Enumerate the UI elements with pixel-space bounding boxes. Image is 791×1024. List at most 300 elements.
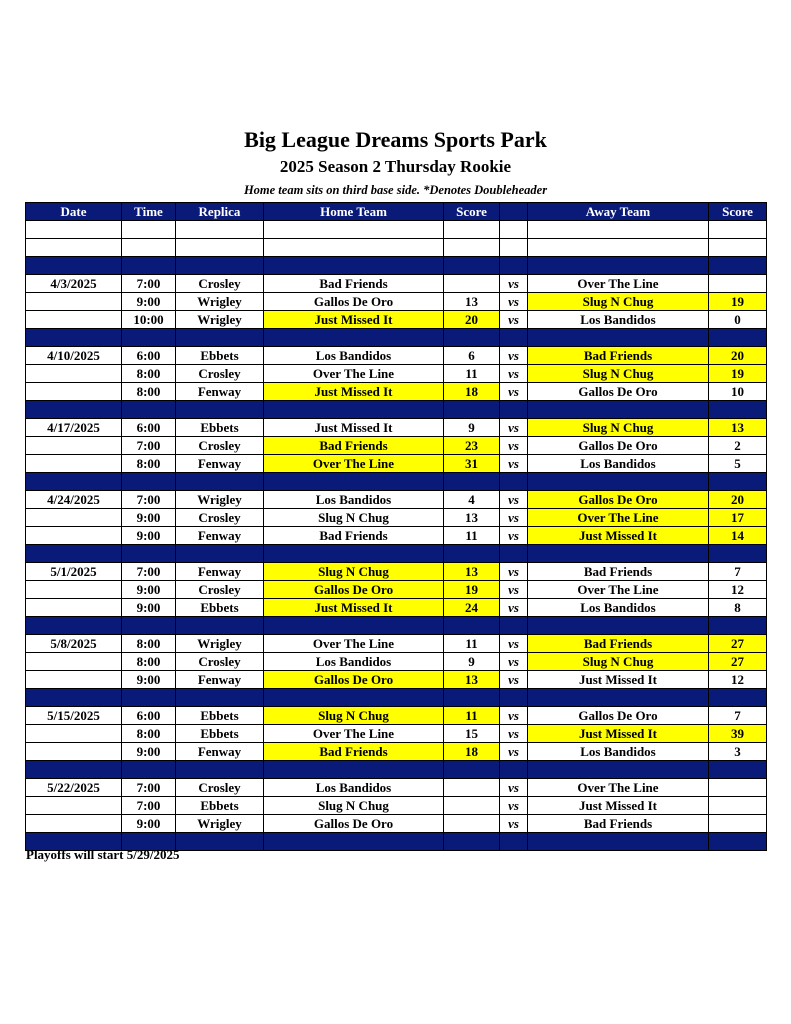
game-row: [26, 293, 767, 311]
vs-cell: vs: [500, 815, 528, 833]
date-cell: [26, 527, 122, 545]
game-row: [26, 509, 767, 527]
away-score-cell: 19: [709, 365, 767, 383]
col-header-replica: Replica: [176, 203, 264, 221]
away-team-cell: Bad Friends: [528, 347, 709, 365]
col-header-time: Time: [122, 203, 176, 221]
home-team-cell: Slug N Chug: [264, 797, 444, 815]
vs-cell: vs: [500, 743, 528, 761]
time-cell: 6:00: [122, 347, 176, 365]
col-header-home-team: Home Team: [264, 203, 444, 221]
week-separator-band: [26, 545, 767, 563]
away-team-cell: Over The Line: [528, 509, 709, 527]
blank-cell: [122, 221, 176, 239]
time-cell: 9:00: [122, 671, 176, 689]
page-title: Big League Dreams Sports Park: [244, 127, 547, 152]
band-cell: [264, 833, 444, 851]
vs-cell: vs: [500, 347, 528, 365]
time-cell: 8:00: [122, 725, 176, 743]
replica-cell: Fenway: [176, 383, 264, 401]
time-cell: 9:00: [122, 815, 176, 833]
band-cell: [264, 689, 444, 707]
game-row: [26, 365, 767, 383]
time-cell: 8:00: [122, 455, 176, 473]
replica-cell: Wrigley: [176, 311, 264, 329]
date-cell: 4/24/2025: [26, 491, 122, 509]
band-cell: [444, 617, 500, 635]
home-score-cell: 13: [444, 509, 500, 527]
home-team-cell: Just Missed It: [264, 419, 444, 437]
time-cell: 8:00: [122, 653, 176, 671]
blank-cell: [528, 239, 709, 257]
blank-cell: [264, 221, 444, 239]
header-note: Home team sits on third base side. *Denotes Doubleheader: [243, 183, 548, 197]
home-team-cell: Los Bandidos: [264, 779, 444, 797]
band-cell: [444, 833, 500, 851]
home-team-cell: Gallos De Oro: [264, 293, 444, 311]
date-cell: 4/10/2025: [26, 347, 122, 365]
time-cell: 9:00: [122, 743, 176, 761]
away-score-cell: 2: [709, 437, 767, 455]
game-row: [26, 419, 767, 437]
away-team-cell: Slug N Chug: [528, 365, 709, 383]
away-team-cell: Los Bandidos: [528, 455, 709, 473]
home-score-cell: 20: [444, 311, 500, 329]
time-cell: 9:00: [122, 581, 176, 599]
home-score-cell: 9: [444, 419, 500, 437]
away-score-cell: 12: [709, 581, 767, 599]
away-score-cell: 8: [709, 599, 767, 617]
away-score-cell: 0: [709, 311, 767, 329]
band-cell: [264, 617, 444, 635]
game-row: [26, 455, 767, 473]
game-row: [26, 563, 767, 581]
band-cell: [709, 761, 767, 779]
home-score-cell: 11: [444, 707, 500, 725]
home-score-cell: 11: [444, 635, 500, 653]
schedule-body: [26, 221, 767, 851]
band-cell: [264, 329, 444, 347]
away-team-cell: Gallos De Oro: [528, 383, 709, 401]
date-cell: [26, 653, 122, 671]
band-cell: [264, 545, 444, 563]
away-score-cell: 19: [709, 293, 767, 311]
game-row: [26, 527, 767, 545]
away-team-cell: Over The Line: [528, 275, 709, 293]
away-team-cell: Just Missed It: [528, 671, 709, 689]
band-cell: [444, 329, 500, 347]
band-cell: [709, 833, 767, 851]
blank-cell: [500, 221, 528, 239]
replica-cell: Ebbets: [176, 419, 264, 437]
home-team-cell: Bad Friends: [264, 275, 444, 293]
home-score-cell: 13: [444, 293, 500, 311]
band-cell: [122, 761, 176, 779]
band-cell: [26, 545, 122, 563]
band-cell: [176, 473, 264, 491]
week-separator-band: [26, 689, 767, 707]
band-cell: [26, 761, 122, 779]
date-cell: [26, 671, 122, 689]
band-cell: [444, 761, 500, 779]
home-score-cell: 19: [444, 581, 500, 599]
band-cell: [500, 761, 528, 779]
replica-cell: Crosley: [176, 437, 264, 455]
replica-cell: Crosley: [176, 779, 264, 797]
game-row: [26, 635, 767, 653]
away-team-cell: Bad Friends: [528, 815, 709, 833]
band-cell: [26, 473, 122, 491]
game-row: [26, 599, 767, 617]
band-cell: [122, 545, 176, 563]
band-cell: [709, 329, 767, 347]
away-team-cell: Slug N Chug: [528, 419, 709, 437]
game-row: [26, 347, 767, 365]
band-cell: [528, 473, 709, 491]
home-team-cell: Over The Line: [264, 725, 444, 743]
band-cell: [122, 257, 176, 275]
col-header-date: Date: [26, 203, 122, 221]
col-header-vs: [500, 203, 528, 221]
blank-cell: [176, 221, 264, 239]
band-cell: [122, 617, 176, 635]
time-cell: 7:00: [122, 797, 176, 815]
time-cell: 10:00: [122, 311, 176, 329]
vs-cell: vs: [500, 725, 528, 743]
vs-cell: vs: [500, 275, 528, 293]
vs-cell: vs: [500, 365, 528, 383]
away-team-cell: Bad Friends: [528, 635, 709, 653]
band-cell: [528, 401, 709, 419]
time-cell: 8:00: [122, 383, 176, 401]
away-team-cell: Over The Line: [528, 779, 709, 797]
band-cell: [709, 689, 767, 707]
band-cell: [500, 833, 528, 851]
replica-cell: Ebbets: [176, 797, 264, 815]
away-team-cell: Slug N Chug: [528, 653, 709, 671]
week-separator-band: [26, 401, 767, 419]
week-separator-band: [26, 329, 767, 347]
home-team-cell: Just Missed It: [264, 383, 444, 401]
replica-cell: Ebbets: [176, 707, 264, 725]
blank-cell: [709, 221, 767, 239]
date-cell: 4/3/2025: [26, 275, 122, 293]
band-cell: [264, 401, 444, 419]
blank-cell: [444, 239, 500, 257]
home-score-cell: 18: [444, 743, 500, 761]
vs-cell: vs: [500, 527, 528, 545]
vs-cell: vs: [500, 455, 528, 473]
vs-cell: vs: [500, 491, 528, 509]
home-team-cell: Just Missed It: [264, 599, 444, 617]
away-team-cell: Just Missed It: [528, 725, 709, 743]
home-team-cell: Gallos De Oro: [264, 815, 444, 833]
replica-cell: Fenway: [176, 743, 264, 761]
vs-cell: vs: [500, 293, 528, 311]
replica-cell: Crosley: [176, 365, 264, 383]
away-team-cell: Gallos De Oro: [528, 491, 709, 509]
date-cell: [26, 383, 122, 401]
date-cell: [26, 599, 122, 617]
blank-cell: [500, 239, 528, 257]
band-cell: [176, 401, 264, 419]
game-row: [26, 275, 767, 293]
blank-cell: [176, 239, 264, 257]
home-score-cell: 13: [444, 671, 500, 689]
band-cell: [709, 473, 767, 491]
away-score-cell: 3: [709, 743, 767, 761]
blank-cell: [26, 239, 122, 257]
week-separator-band: [26, 257, 767, 275]
home-score-cell: 4: [444, 491, 500, 509]
vs-cell: vs: [500, 779, 528, 797]
away-score-cell: 27: [709, 653, 767, 671]
band-cell: [122, 473, 176, 491]
away-score-cell: 27: [709, 635, 767, 653]
home-team-cell: Bad Friends: [264, 527, 444, 545]
blank-cell: [26, 221, 122, 239]
away-score-cell: 39: [709, 725, 767, 743]
band-cell: [709, 545, 767, 563]
replica-cell: Wrigley: [176, 491, 264, 509]
vs-cell: vs: [500, 311, 528, 329]
away-score-cell: 14: [709, 527, 767, 545]
time-cell: 9:00: [122, 509, 176, 527]
home-team-cell: Los Bandidos: [264, 491, 444, 509]
band-cell: [26, 617, 122, 635]
time-cell: 9:00: [122, 293, 176, 311]
date-cell: [26, 509, 122, 527]
replica-cell: Fenway: [176, 563, 264, 581]
away-team-cell: Just Missed It: [528, 527, 709, 545]
time-cell: 8:00: [122, 635, 176, 653]
col-header-away-score: Score: [709, 203, 767, 221]
replica-cell: Wrigley: [176, 635, 264, 653]
away-score-cell: 7: [709, 707, 767, 725]
band-cell: [444, 401, 500, 419]
away-score-cell: [709, 779, 767, 797]
game-row: [26, 815, 767, 833]
away-score-cell: [709, 815, 767, 833]
replica-cell: Ebbets: [176, 599, 264, 617]
time-cell: 7:00: [122, 437, 176, 455]
date-cell: 5/15/2025: [26, 707, 122, 725]
band-cell: [528, 257, 709, 275]
band-cell: [709, 257, 767, 275]
date-cell: [26, 293, 122, 311]
home-score-cell: 9: [444, 653, 500, 671]
band-cell: [176, 617, 264, 635]
vs-cell: vs: [500, 563, 528, 581]
time-cell: 6:00: [122, 419, 176, 437]
home-score-cell: 24: [444, 599, 500, 617]
band-cell: [444, 545, 500, 563]
away-team-cell: Los Bandidos: [528, 311, 709, 329]
band-cell: [500, 473, 528, 491]
band-cell: [444, 257, 500, 275]
date-cell: [26, 815, 122, 833]
game-row: [26, 581, 767, 599]
home-score-cell: 11: [444, 365, 500, 383]
home-score-cell: [444, 815, 500, 833]
vs-cell: vs: [500, 707, 528, 725]
band-cell: [26, 257, 122, 275]
blank-cell: [444, 221, 500, 239]
band-cell: [264, 473, 444, 491]
band-cell: [528, 833, 709, 851]
band-cell: [500, 545, 528, 563]
game-row: [26, 311, 767, 329]
away-team-cell: Gallos De Oro: [528, 707, 709, 725]
vs-cell: vs: [500, 581, 528, 599]
away-score-cell: [709, 275, 767, 293]
band-cell: [528, 617, 709, 635]
time-cell: 7:00: [122, 563, 176, 581]
home-team-cell: Los Bandidos: [264, 653, 444, 671]
band-cell: [122, 401, 176, 419]
band-cell: [122, 689, 176, 707]
replica-cell: Crosley: [176, 275, 264, 293]
home-score-cell: [444, 275, 500, 293]
away-team-cell: Los Bandidos: [528, 743, 709, 761]
replica-cell: Ebbets: [176, 725, 264, 743]
week-separator-band: [26, 473, 767, 491]
replica-cell: Crosley: [176, 509, 264, 527]
band-cell: [500, 257, 528, 275]
date-cell: [26, 455, 122, 473]
band-cell: [709, 401, 767, 419]
home-score-cell: 18: [444, 383, 500, 401]
band-cell: [528, 761, 709, 779]
away-score-cell: 5: [709, 455, 767, 473]
home-team-cell: Slug N Chug: [264, 509, 444, 527]
home-team-cell: Slug N Chug: [264, 707, 444, 725]
vs-cell: vs: [500, 797, 528, 815]
time-cell: 9:00: [122, 599, 176, 617]
away-team-cell: Over The Line: [528, 581, 709, 599]
week-separator-band: [26, 617, 767, 635]
game-row: [26, 491, 767, 509]
game-row: [26, 653, 767, 671]
vs-cell: vs: [500, 599, 528, 617]
away-team-cell: Bad Friends: [528, 563, 709, 581]
replica-cell: Crosley: [176, 653, 264, 671]
replica-cell: Fenway: [176, 455, 264, 473]
home-team-cell: Los Bandidos: [264, 347, 444, 365]
band-cell: [500, 329, 528, 347]
table-header-row: [26, 203, 767, 221]
band-cell: [528, 545, 709, 563]
vs-cell: vs: [500, 635, 528, 653]
blank-cell: [528, 221, 709, 239]
home-score-cell: 15: [444, 725, 500, 743]
band-cell: [500, 617, 528, 635]
replica-cell: Crosley: [176, 581, 264, 599]
band-cell: [176, 689, 264, 707]
band-cell: [176, 545, 264, 563]
footer-note: Playoffs will start 5/29/2025: [26, 847, 180, 862]
date-cell: [26, 725, 122, 743]
time-cell: 6:00: [122, 707, 176, 725]
game-row: [26, 743, 767, 761]
away-score-cell: 7: [709, 563, 767, 581]
home-team-cell: Gallos De Oro: [264, 671, 444, 689]
game-row: [26, 383, 767, 401]
game-row: [26, 779, 767, 797]
home-team-cell: Gallos De Oro: [264, 581, 444, 599]
game-row: [26, 671, 767, 689]
vs-cell: vs: [500, 383, 528, 401]
home-score-cell: 11: [444, 527, 500, 545]
date-cell: [26, 743, 122, 761]
away-score-cell: 20: [709, 491, 767, 509]
band-cell: [26, 329, 122, 347]
away-score-cell: 17: [709, 509, 767, 527]
home-team-cell: Bad Friends: [264, 437, 444, 455]
band-cell: [444, 689, 500, 707]
game-row: [26, 725, 767, 743]
date-cell: 4/17/2025: [26, 419, 122, 437]
home-score-cell: [444, 797, 500, 815]
time-cell: 7:00: [122, 491, 176, 509]
time-cell: 7:00: [122, 275, 176, 293]
home-team-cell: Just Missed It: [264, 311, 444, 329]
band-cell: [176, 329, 264, 347]
week-separator-band: [26, 761, 767, 779]
away-score-cell: [709, 797, 767, 815]
date-cell: [26, 365, 122, 383]
replica-cell: Wrigley: [176, 293, 264, 311]
page-subtitle: 2025 Season 2 Thursday Rookie: [279, 157, 512, 176]
blank-row: [26, 221, 767, 239]
col-header-home-score: Score: [444, 203, 500, 221]
away-score-cell: 13: [709, 419, 767, 437]
vs-cell: vs: [500, 437, 528, 455]
date-cell: [26, 311, 122, 329]
band-cell: [264, 257, 444, 275]
home-score-cell: 6: [444, 347, 500, 365]
game-row: [26, 797, 767, 815]
home-team-cell: Over The Line: [264, 455, 444, 473]
band-cell: [264, 761, 444, 779]
band-cell: [26, 689, 122, 707]
date-cell: [26, 581, 122, 599]
date-cell: [26, 797, 122, 815]
replica-cell: Wrigley: [176, 815, 264, 833]
replica-cell: Fenway: [176, 527, 264, 545]
date-cell: 5/1/2025: [26, 563, 122, 581]
vs-cell: vs: [500, 419, 528, 437]
away-score-cell: 12: [709, 671, 767, 689]
time-cell: 9:00: [122, 527, 176, 545]
time-cell: 7:00: [122, 779, 176, 797]
band-cell: [176, 761, 264, 779]
band-cell: [500, 401, 528, 419]
game-row: [26, 437, 767, 455]
home-score-cell: 13: [444, 563, 500, 581]
band-cell: [709, 617, 767, 635]
home-score-cell: [444, 779, 500, 797]
date-cell: 5/8/2025: [26, 635, 122, 653]
home-score-cell: 31: [444, 455, 500, 473]
time-cell: 8:00: [122, 365, 176, 383]
away-team-cell: Los Bandidos: [528, 599, 709, 617]
blank-cell: [709, 239, 767, 257]
replica-cell: Ebbets: [176, 347, 264, 365]
replica-cell: Fenway: [176, 671, 264, 689]
game-row: [26, 707, 767, 725]
date-cell: 5/22/2025: [26, 779, 122, 797]
